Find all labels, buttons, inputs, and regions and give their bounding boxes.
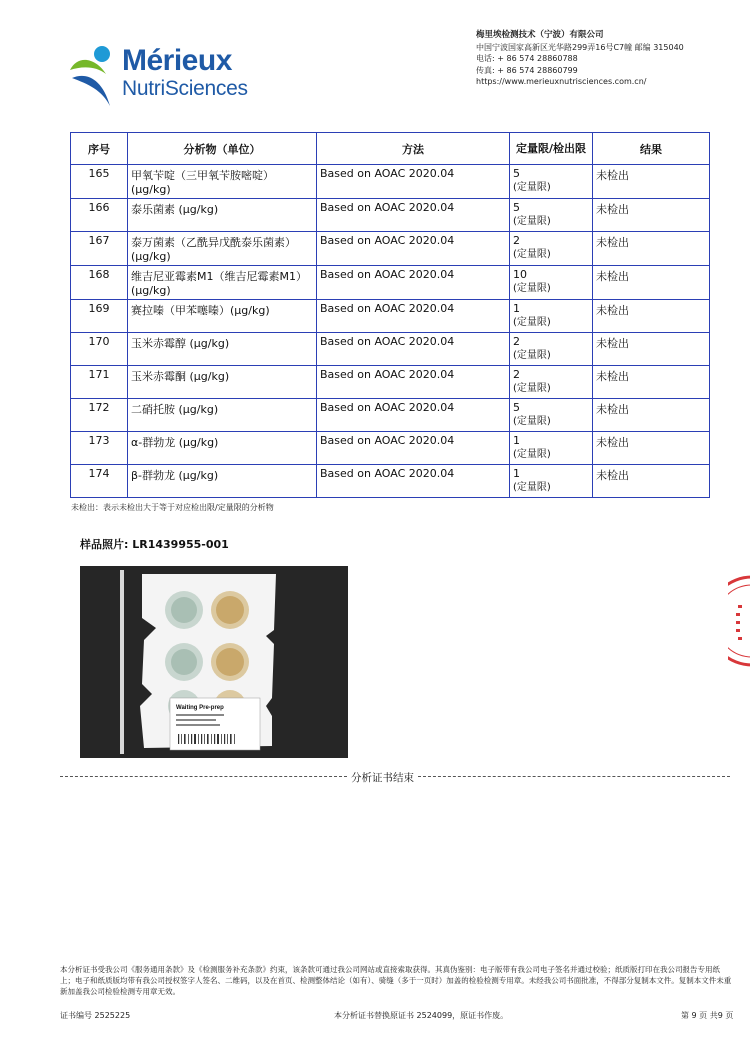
limit-value: 5 xyxy=(513,167,520,180)
cell-result: 未检出 xyxy=(593,165,710,199)
cell-analyte: 玉米赤霉酮 (µg/kg) xyxy=(128,366,317,399)
divider-line-right xyxy=(418,776,730,777)
sample-photo-image xyxy=(80,566,348,758)
limit-value: 1 xyxy=(513,302,520,315)
cell-result: 未检出 xyxy=(593,333,710,366)
cell-result: 未检出 xyxy=(593,366,710,399)
results-table xyxy=(70,132,710,498)
cell-analyte: 赛拉嗪（甲苯噻嗪）(µg/kg) xyxy=(128,300,317,333)
limit-type: (定量限) xyxy=(513,383,551,394)
cell-no: 174 xyxy=(71,465,128,498)
limit-type: (定量限) xyxy=(513,482,551,493)
limit-value: 1 xyxy=(513,467,520,480)
cell-limit xyxy=(510,333,593,366)
limit-value: 1 xyxy=(513,434,520,447)
cell-no: 172 xyxy=(71,399,128,432)
cell-method: Based on AOAC 2020.04 xyxy=(317,366,510,399)
limit-type: (定量限) xyxy=(513,249,551,260)
header-limit: 定量限/检出限 xyxy=(510,133,593,165)
cell-limit xyxy=(510,366,593,399)
logo-text-nutrisciences: NutriSciences xyxy=(122,77,248,100)
cell-result: 未检出 xyxy=(593,465,710,498)
header-no: 序号 xyxy=(71,133,128,165)
limit-value: 5 xyxy=(513,401,520,414)
limit-value: 10 xyxy=(513,268,527,281)
header-method: 方法 xyxy=(317,133,510,165)
cell-analyte: 二硝托胺 (µg/kg) xyxy=(128,399,317,432)
cell-no: 171 xyxy=(71,366,128,399)
cell-method: Based on AOAC 2020.04 xyxy=(317,399,510,432)
cell-result: 未检出 xyxy=(593,232,710,266)
cell-limit xyxy=(510,465,593,498)
table-header-row xyxy=(71,133,710,165)
cell-analyte: 泰乐菌素 (µg/kg) xyxy=(128,199,317,232)
cell-no: 165 xyxy=(71,165,128,199)
company-phone: 电话: + 86 574 28860788 xyxy=(476,54,578,63)
cell-method: Based on AOAC 2020.04 xyxy=(317,465,510,498)
cell-no: 167 xyxy=(71,232,128,266)
cell-result: 未检出 xyxy=(593,300,710,333)
header-analyte: 分析物（单位） xyxy=(128,133,317,165)
cell-limit xyxy=(510,399,593,432)
cell-limit xyxy=(510,165,593,199)
company-info xyxy=(476,30,684,88)
cell-no: 170 xyxy=(71,333,128,366)
cell-analyte: 维吉尼亚霉素M1（维吉尼霉素M1）(µg/kg) xyxy=(128,266,317,300)
table-row xyxy=(71,432,710,465)
company-name: 梅里埃检测技术（宁波）有限公司 xyxy=(476,30,604,40)
limit-type: (定量限) xyxy=(513,317,551,328)
header-result: 结果 xyxy=(593,133,710,165)
footnote-not-detected: 未检出：表示未检出大于等于对应检出限/定量限的分析物 xyxy=(71,503,274,512)
table-row xyxy=(71,366,710,399)
logo-text-merieux: Mérieux xyxy=(122,44,232,77)
cell-analyte: α-群勃龙 (µg/kg) xyxy=(128,432,317,465)
limit-type: (定量限) xyxy=(513,216,551,227)
limit-value: 5 xyxy=(513,201,520,214)
merieux-logo xyxy=(66,44,266,108)
logo-mark-icon xyxy=(66,44,124,108)
cell-method: Based on AOAC 2020.04 xyxy=(317,232,510,266)
limit-value: 2 xyxy=(513,335,520,348)
cell-result: 未检出 xyxy=(593,432,710,465)
company-fax: 传真: + 86 574 28860799 xyxy=(476,65,578,75)
cell-limit xyxy=(510,266,593,300)
page-number: 第 9 页 共9 页 xyxy=(681,1011,734,1020)
limit-type: (定量限) xyxy=(513,283,551,294)
official-seal-stamp-icon xyxy=(728,575,750,667)
sample-photo-title: 样品照片: LR1439955-001 xyxy=(80,538,229,551)
table-row xyxy=(71,465,710,498)
cell-result: 未检出 xyxy=(593,266,710,300)
limit-type: (定量限) xyxy=(513,416,551,427)
company-website[interactable]: https://www.merieuxnutrisciences.com.cn/ xyxy=(476,77,647,86)
cell-analyte: 玉米赤霉醇 (µg/kg) xyxy=(128,333,317,366)
end-of-report-label: 分析证书结束 xyxy=(351,772,414,784)
end-of-report-divider xyxy=(60,770,730,782)
replacement-note: 本分析证书替换原证书 2524099，原证书作废。 xyxy=(334,1011,509,1020)
limit-type: (定量限) xyxy=(513,350,551,361)
cell-method: Based on AOAC 2020.04 xyxy=(317,432,510,465)
cell-result: 未检出 xyxy=(593,399,710,432)
limit-value: 2 xyxy=(513,234,520,247)
cell-method: Based on AOAC 2020.04 xyxy=(317,199,510,232)
cell-method: Based on AOAC 2020.04 xyxy=(317,333,510,366)
company-address: 中国宁波国家高新区光华路299弄16号C7幢 邮编 315040 xyxy=(476,42,684,52)
cell-method: Based on AOAC 2020.04 xyxy=(317,300,510,333)
table-row xyxy=(71,266,710,300)
table-row xyxy=(71,333,710,366)
table-row xyxy=(71,399,710,432)
cell-result: 未检出 xyxy=(593,199,710,232)
cell-limit xyxy=(510,232,593,266)
table-row xyxy=(71,199,710,232)
certificate-number: 证书编号 2525225 xyxy=(60,1011,131,1020)
cell-no: 173 xyxy=(71,432,128,465)
cell-analyte: 泰万菌素（乙酰异戊酰泰乐菌素）(µg/kg) xyxy=(128,232,317,266)
sample-photo xyxy=(80,566,348,758)
sample-label-text: Waiting Pre-prep xyxy=(176,705,224,711)
cell-no: 169 xyxy=(71,300,128,333)
cell-limit xyxy=(510,432,593,465)
cell-method: Based on AOAC 2020.04 xyxy=(317,266,510,300)
table-row xyxy=(71,232,710,266)
table-row xyxy=(71,300,710,333)
limit-value: 2 xyxy=(513,368,520,381)
cell-limit xyxy=(510,199,593,232)
limit-type: (定量限) xyxy=(513,182,551,193)
cell-no: 168 xyxy=(71,266,128,300)
limit-type: (定量限) xyxy=(513,449,551,460)
cell-analyte: 甲氧苄啶（三甲氧苄胺嘧啶）(µg/kg) xyxy=(128,165,317,199)
divider-line-left xyxy=(60,776,347,777)
cell-no: 166 xyxy=(71,199,128,232)
table-row xyxy=(71,165,710,199)
footer-terms: 本分析证书受我公司《服务通用条款》及《检测服务补充条款》约束，该条款可通过我公司网站或直接索取获得。其真伪鉴别：电子版带有我公司电子签名并通过校验；纸质版打印在我公司报告专用纸上；电子和纸质版均带有我公司授权签字人签名、二维码，以及在首页、检测整体结论（如有）、骑缝（多于一页时）加盖的检验检测专用章。未经我公司书面批准，不得部分复制本文件。复制本文件未重新加盖我公司检验检测专用章无效。 xyxy=(60,965,732,996)
cell-method: Based on AOAC 2020.04 xyxy=(317,165,510,199)
cell-limit xyxy=(510,300,593,333)
cell-analyte: β-群勃龙 (µg/kg) xyxy=(128,465,317,498)
